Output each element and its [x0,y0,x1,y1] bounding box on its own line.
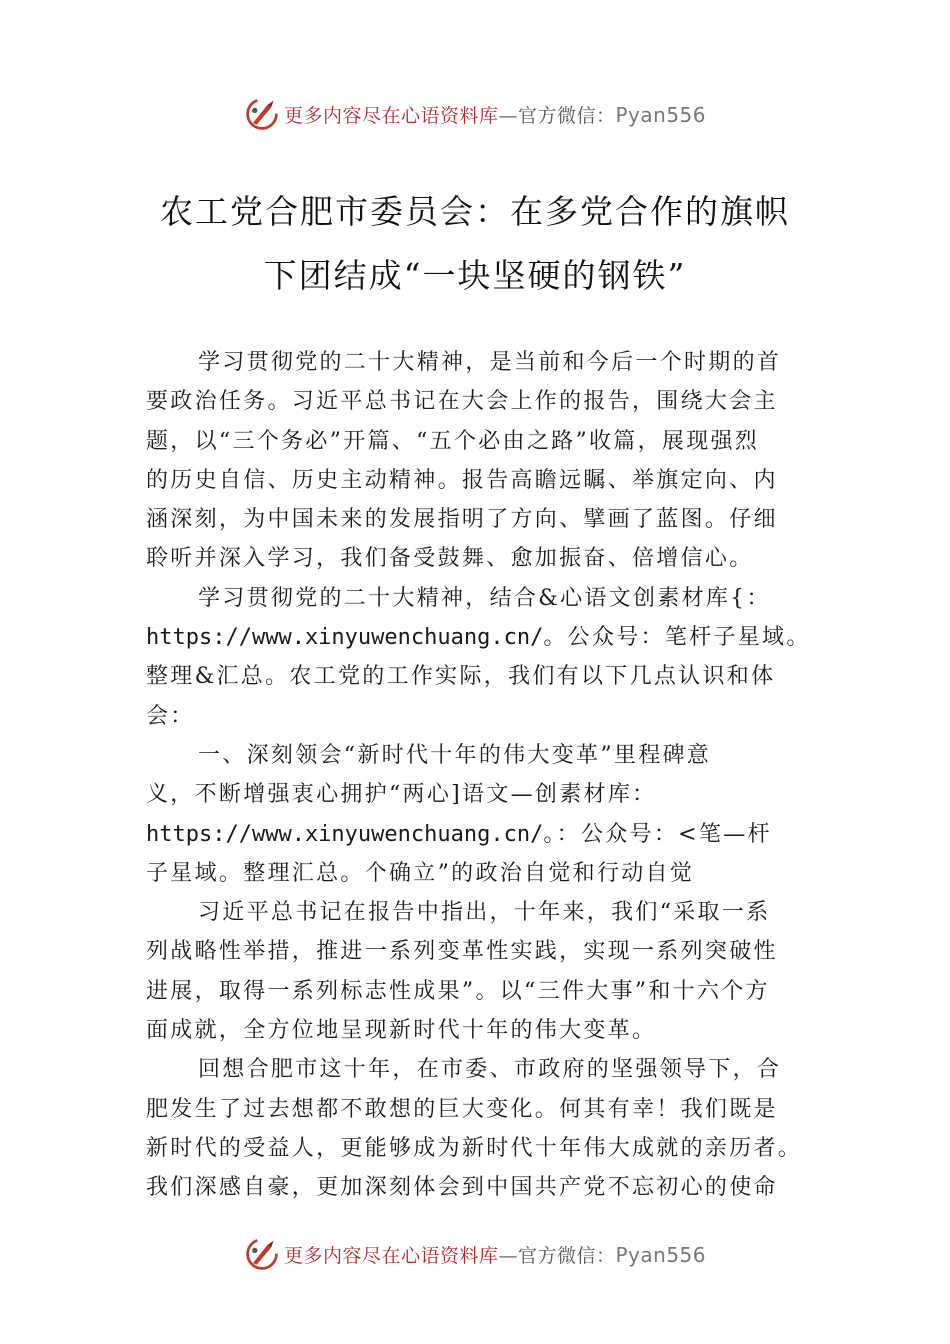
inline-text: 。公众号：笔杆子星域。 [543,625,811,651]
paragraph-line-with-url [146,618,811,657]
paragraph-line: 回想合肥市这十年，在市委、市政府的坚强领导下，合 [198,1057,782,1083]
title-line-1: 农工党合肥市委员会：在多党合作的旗帜 [160,192,790,231]
title-line-2: 下团结成“一块坚硬的钢铁” [263,256,687,295]
quill-pen-logo-icon [244,96,280,132]
banner-site-name: 更多内容尽在心语资料库 [283,104,499,127]
paragraph-line: 进展，取得一系列标志性成果”。以“三件大事”和十六个方 [146,978,770,1004]
paragraph-line: 聆听并深入学习，我们备受鼓舞、愈加振奋、倍增信心。 [146,546,754,572]
section-heading-line-with-url [146,815,811,854]
document-title [100,180,850,308]
quill-pen-logo-icon [244,1236,280,1272]
paragraph-line: 我们深感自豪，更加深刻体会到中国共产党不忘初心的使命 [146,1175,778,1201]
section-heading-line: 子星域。整理汇总。个确立”的政治自觉和行动自觉 [146,860,695,886]
paragraph-line: 习近平总书记在报告中指出，十年来，我们“采取一系 [198,900,771,926]
paragraph-line: 面成就，全方位地呈现新时代十年的伟大变革。 [146,1018,657,1044]
paragraph-line: 涵深刻，为中国未来的发展指明了方向、擘画了蓝图。仔细 [146,507,778,533]
footer-watermark-banner [0,1232,950,1276]
paragraph-line: 的历史自信、历史主动精神。报告高瞻远瞩、举旗定向、内 [146,467,778,493]
banner-separator: — [498,1244,518,1267]
document-body [146,343,811,1208]
paragraph-line: 整理&汇总。农工党的工作实际，我们有以下几点认识和体 [146,664,776,690]
section-heading-line: 义，不断增强衷心拥护“两心]语文—创素材库： [146,782,657,808]
paragraph-line: 要政治任务。习近平总书记在大会上作的报告，围绕大会主 [146,389,778,415]
banner-wechat-id: Pyan556 [615,102,707,127]
section-heading-line: 一、深刻领会“新时代十年的伟大变革”里程碑意 [198,742,712,768]
paragraph-line: 题，以“三个务必”开篇、“五个必由之路”收篇，展现强烈 [146,428,760,454]
banner-wechat-id: Pyan556 [615,1242,707,1267]
inline-url: https://www.xinyuwenchuang.cn/ [146,821,544,847]
inline-url: https://www.xinyuwenchuang.cn/ [146,625,544,651]
paragraph-line: 会： [146,703,195,729]
inline-text: 。：公众号：<笔—杆 [543,821,772,847]
paragraph-line: 学习贯彻党的二十大精神，是当前和今后一个时期的首 [198,350,782,375]
paragraph-line: 学习贯彻党的二十大精神，结合&心语文创素材库{： [198,585,771,611]
banner-separator: — [498,104,518,127]
paragraph-line: 列战略性举措，推进一系列变革性实践，实现一系列突破性 [146,939,778,965]
header-watermark-banner [0,92,950,136]
paragraph-line: 新时代的受益人，更能够成为新时代十年伟大成就的亲历者。 [146,1135,803,1161]
paragraph-line: 肥发生了过去想都不敢想的巨大变化。何其有幸！我们既是 [146,1096,778,1122]
banner-wechat-label: 官方微信： [517,104,616,127]
banner-site-name: 更多内容尽在心语资料库 [283,1244,499,1267]
banner-wechat-label: 官方微信： [517,1244,616,1267]
